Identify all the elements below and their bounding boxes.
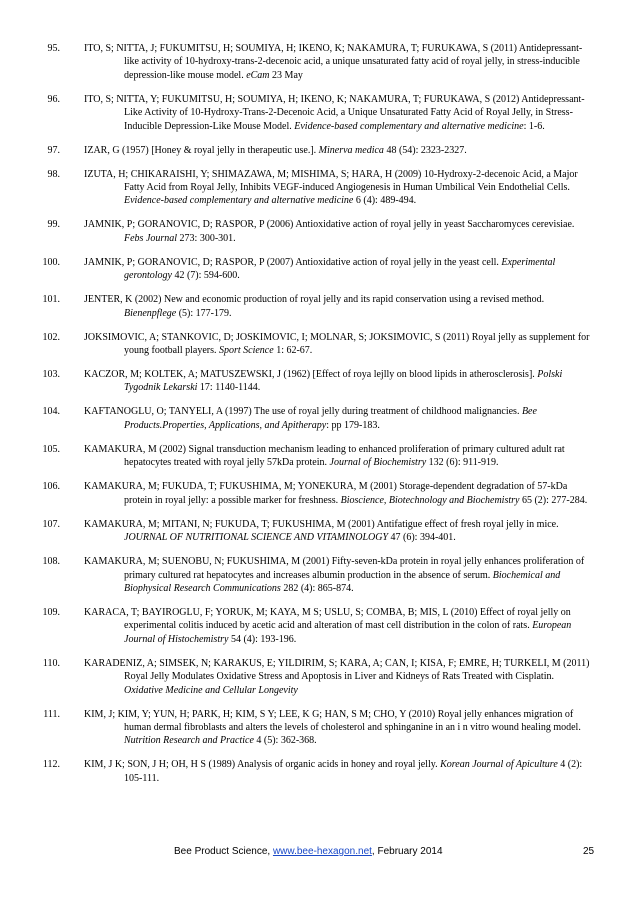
reference-number: 96. bbox=[47, 93, 60, 105]
reference-text bbox=[84, 606, 594, 646]
reference-journal: Bienenpflege bbox=[124, 307, 177, 319]
reference-journal: Febs Journal bbox=[124, 232, 178, 244]
reference-citation: KAMAKURA, M; FUKUDA, T; FUKUSHIMA, M; YONEKURA, M (2001) Storage-dependent degradation of 57-kDa protein in royal jelly: a possible marker for freshness. bbox=[84, 481, 568, 506]
reference-item bbox=[0, 518, 638, 545]
reference-item bbox=[0, 758, 638, 785]
reference-number: 95. bbox=[47, 43, 60, 54]
reference-journal: Experimental gerontology bbox=[124, 256, 556, 282]
reference-journal: Evidence-based complementary and alternative medicine bbox=[124, 195, 354, 207]
reference-text bbox=[84, 256, 594, 283]
reference-citation: ITO, S; NITTA, J; FUKUMITSU, H; SOUMIYA, H; IKENO, K; NAKAMURA, T; FURUKAWA, S (2011) Antidepressant-like activity of 10-hydroxy-trans-2-decenoic acid, a unique unsaturated fatty acid of royal jelly, in stress-inducible depression-like mouse model. bbox=[84, 43, 583, 81]
reference-citation: JENTER, K (2002) New and economic production of royal jelly and its rapid conservation using a revised method. bbox=[84, 294, 545, 306]
reference-item bbox=[0, 480, 638, 507]
reference-journal: eCam bbox=[246, 69, 270, 81]
reference-number: 104. bbox=[42, 406, 60, 418]
reference-citation: KIM, J K; SON, J H; OH, H S (1989) Analysis of organic acids in honey and royal jelly. bbox=[84, 759, 441, 771]
reference-journal: Polski Tygodnik Lekarski bbox=[124, 369, 563, 394]
reference-text bbox=[84, 293, 594, 320]
reference-journal: Evidence-based complementary and alternative medicine bbox=[294, 120, 524, 132]
reference-number: 106. bbox=[42, 481, 60, 493]
reference-journal: Journal of Biochemistry bbox=[329, 457, 427, 469]
reference-journal: European Journal of Histochemistry bbox=[124, 620, 572, 645]
reference-text bbox=[84, 518, 594, 545]
reference-item bbox=[0, 293, 638, 320]
reference-item bbox=[0, 405, 638, 432]
reference-item bbox=[0, 144, 638, 157]
reference-journal: Oxidative Medicine and Cellular Longevity bbox=[124, 684, 298, 696]
reference-citation: IZAR, G (1957) [Honey & royal jelly in therapeutic use.]. bbox=[84, 144, 319, 156]
reference-text bbox=[84, 758, 594, 785]
reference-volume-pages: : pp 179-183. bbox=[326, 419, 380, 431]
reference-volume-pages: 54 (4): 193-196. bbox=[228, 633, 297, 645]
reference-number: 111. bbox=[43, 708, 60, 720]
reference-citation: JAMNIK, P; GORANOVIC, D; RASPOR, P (2006) Antioxidative action of royal jelly in yeast Saccharomyces cerevisiae. bbox=[84, 219, 575, 231]
reference-text bbox=[84, 405, 594, 432]
reference-number: 112. bbox=[42, 759, 60, 771]
reference-number: 110. bbox=[42, 657, 60, 669]
reference-item bbox=[0, 443, 638, 470]
reference-citation: KACZOR, M; KOLTEK, A; MATUSZEWSKI, J (1962) [Effect of roya lejlly on blood lipids in atherosclerosis]. bbox=[84, 369, 538, 381]
reference-volume-pages: : 1-6. bbox=[523, 120, 545, 132]
reference-volume-pages: 23 May bbox=[269, 69, 303, 81]
reference-item bbox=[0, 93, 638, 133]
reference-text bbox=[84, 657, 594, 697]
reference-journal: Nutrition Research and Practice bbox=[124, 735, 254, 747]
reference-list bbox=[0, 42, 638, 796]
reference-item bbox=[0, 218, 638, 245]
reference-citation: KARACA, T; BAYIROGLU, F; YORUK, M; KAYA, M S; USLU, S; COMBA, B; MIS, L (2010) Effect of royal jelly on experimental colitis induced by acetic acid and alteration of mast cell distribution in the colon of rats. bbox=[84, 606, 571, 632]
reference-volume-pages: 132 (6): 911-919. bbox=[426, 457, 499, 469]
reference-number: 109. bbox=[42, 606, 60, 618]
reference-volume-pages: (5): 177-179. bbox=[176, 307, 232, 319]
reference-text bbox=[84, 480, 594, 507]
reference-volume-pages: 282 (4): 865-874. bbox=[280, 582, 354, 594]
page-number: 25 bbox=[583, 846, 595, 857]
reference-number: 108. bbox=[42, 556, 60, 568]
reference-journal: Biochemical and Biophysical Research Communications bbox=[124, 569, 561, 594]
reference-journal: JOURNAL OF NUTRITIONAL SCIENCE AND VITAMINOLOGY bbox=[124, 532, 389, 544]
reference-citation: JAMNIK, P; GORANOVIC, D; RASPOR, P (2007) Antioxidative action of royal jelly in the yeast cell. bbox=[84, 256, 502, 268]
reference-text bbox=[84, 168, 594, 208]
reference-citation: KAMAKURA, M; SUENOBU, N; FUKUSHIMA, M (2001) Fifty-seven-kDa protein in royal jelly enhances proliferation of primary cultured rat hepatocytes and increases albumin production in the absence of serum. bbox=[84, 556, 585, 581]
reference-citation: KARADENIZ, A; SIMSEK, N; KARAKUS, E; YILDIRIM, S; KARA, A; CAN, I; KISA, F; EMRE, H; TURKELI, M (2011) Royal Jelly Modulates Oxidative Stress and Apoptosis in Liver and Kidneys of Rats Treated with Cisplatin. bbox=[84, 657, 590, 683]
reference-journal: Sport Science bbox=[218, 345, 274, 357]
reference-text bbox=[84, 93, 594, 133]
reference-volume-pages: 17: 1140-1144. bbox=[197, 382, 261, 394]
reference-number: 100. bbox=[42, 256, 60, 268]
reference-number: 97. bbox=[47, 144, 60, 156]
reference-number: 105. bbox=[42, 443, 60, 455]
reference-text bbox=[84, 443, 594, 470]
reference-text bbox=[84, 555, 594, 595]
reference-journal: Minerva medica bbox=[318, 144, 384, 156]
reference-item bbox=[0, 256, 638, 283]
reference-item bbox=[0, 657, 638, 697]
reference-volume-pages: 48 (54): 2323-2327. bbox=[383, 144, 467, 156]
reference-citation: KAMAKURA, M (2002) Signal transduction mechanism leading to enhanced proliferation of primary cultured adult rat hepatocytes treated with royal jelly 57kDa protein. bbox=[84, 443, 565, 469]
reference-citation: IZUTA, H; CHIKARAISHI, Y; SHIMAZAWA, M; MISHIMA, S; HARA, H (2009) 10-Hydroxy-2-decenoic Acid, a Major Fatty Acid from Royal Jelly, Inhibits VEGF-induced Angiogenesis in Human Umbilical Vein Endothelial Cells. bbox=[84, 168, 578, 194]
reference-citation: JOKSIMOVIC, A; STANKOVIC, D; JOSKIMOVIC, I; MOLNAR, S; JOKSIMOVIC, S (2011) Royal jelly as supplement for young football players. bbox=[84, 331, 590, 357]
reference-item bbox=[0, 331, 638, 358]
footer-citation bbox=[174, 845, 443, 858]
reference-text bbox=[84, 708, 594, 748]
reference-text bbox=[84, 331, 594, 358]
footer-suffix: , February 2014 bbox=[371, 846, 443, 857]
reference-item bbox=[0, 708, 638, 748]
reference-item bbox=[0, 555, 638, 595]
reference-citation: ITO, S; NITTA, Y; FUKUMITSU, H; SOUMIYA, H; IKENO, K; NAKAMURA, T; FURUKAWA, S (2012) Antidepressant-Like Activity of 10-Hydroxy-Trans-2-Decenoic Acid, a Unique Unsaturated Fatty Acid of Royal Jelly, in Stress-Inducible Depression-Like Mouse Model. bbox=[84, 93, 585, 132]
reference-text bbox=[84, 144, 594, 157]
reference-number: 99. bbox=[47, 219, 60, 231]
reference-volume-pages: 42 (7): 594-600. bbox=[171, 270, 240, 282]
reference-number: 102. bbox=[42, 331, 60, 343]
reference-item bbox=[0, 168, 638, 208]
reference-text bbox=[84, 218, 594, 245]
reference-citation: KAMAKURA, M; MITANI, N; FUKUDA, T; FUKUSHIMA, M (2001) Antifatigue effect of fresh royal jelly in mice. bbox=[84, 518, 559, 530]
reference-volume-pages: 4 (2): 105-111. bbox=[124, 759, 583, 784]
reference-volume-pages: 4 (5): 362-368. bbox=[253, 735, 317, 747]
reference-item bbox=[0, 368, 638, 395]
reference-item bbox=[0, 42, 638, 82]
reference-number: 107. bbox=[42, 518, 60, 530]
reference-text bbox=[84, 368, 594, 395]
reference-number: 103. bbox=[42, 369, 60, 381]
reference-volume-pages: 273: 300-301. bbox=[177, 232, 236, 244]
reference-number: 101. bbox=[42, 294, 60, 306]
reference-volume-pages: 47 (6): 394-401. bbox=[388, 532, 456, 544]
reference-volume-pages: 65 (2): 277-284. bbox=[519, 494, 588, 506]
reference-number: 98. bbox=[47, 168, 60, 180]
footer-link[interactable]: www.bee-hexagon.net bbox=[272, 846, 372, 857]
reference-volume-pages: 1: 62-67. bbox=[273, 345, 313, 357]
footer-prefix: Bee Product Science, bbox=[174, 846, 273, 857]
reference-journal: Korean Journal of Apiculture bbox=[440, 759, 558, 771]
reference-citation: KIM, J; KIM, Y; YUN, H; PARK, H; KIM, S Y; LEE, K G; HAN, S M; CHO, Y (2010) Royal jelly enhances migration of human dermal fibroblasts and alters the levels of cholesterol and sphinganine in an i n vitro wound healing model. bbox=[84, 708, 581, 733]
reference-text bbox=[84, 42, 594, 82]
reference-item bbox=[0, 606, 638, 646]
reference-citation: KAFTANOGLU, O; TANYELI, A (1997) The use of royal jelly during treatment of childhood malignancies. bbox=[84, 406, 522, 418]
reference-journal: Bee Products.Properties, Applications, and Apitherapy bbox=[124, 406, 537, 431]
reference-volume-pages: 6 (4): 489-494. bbox=[353, 195, 417, 207]
reference-journal: Bioscience, Biotechnology and Biochemistry bbox=[340, 494, 520, 506]
